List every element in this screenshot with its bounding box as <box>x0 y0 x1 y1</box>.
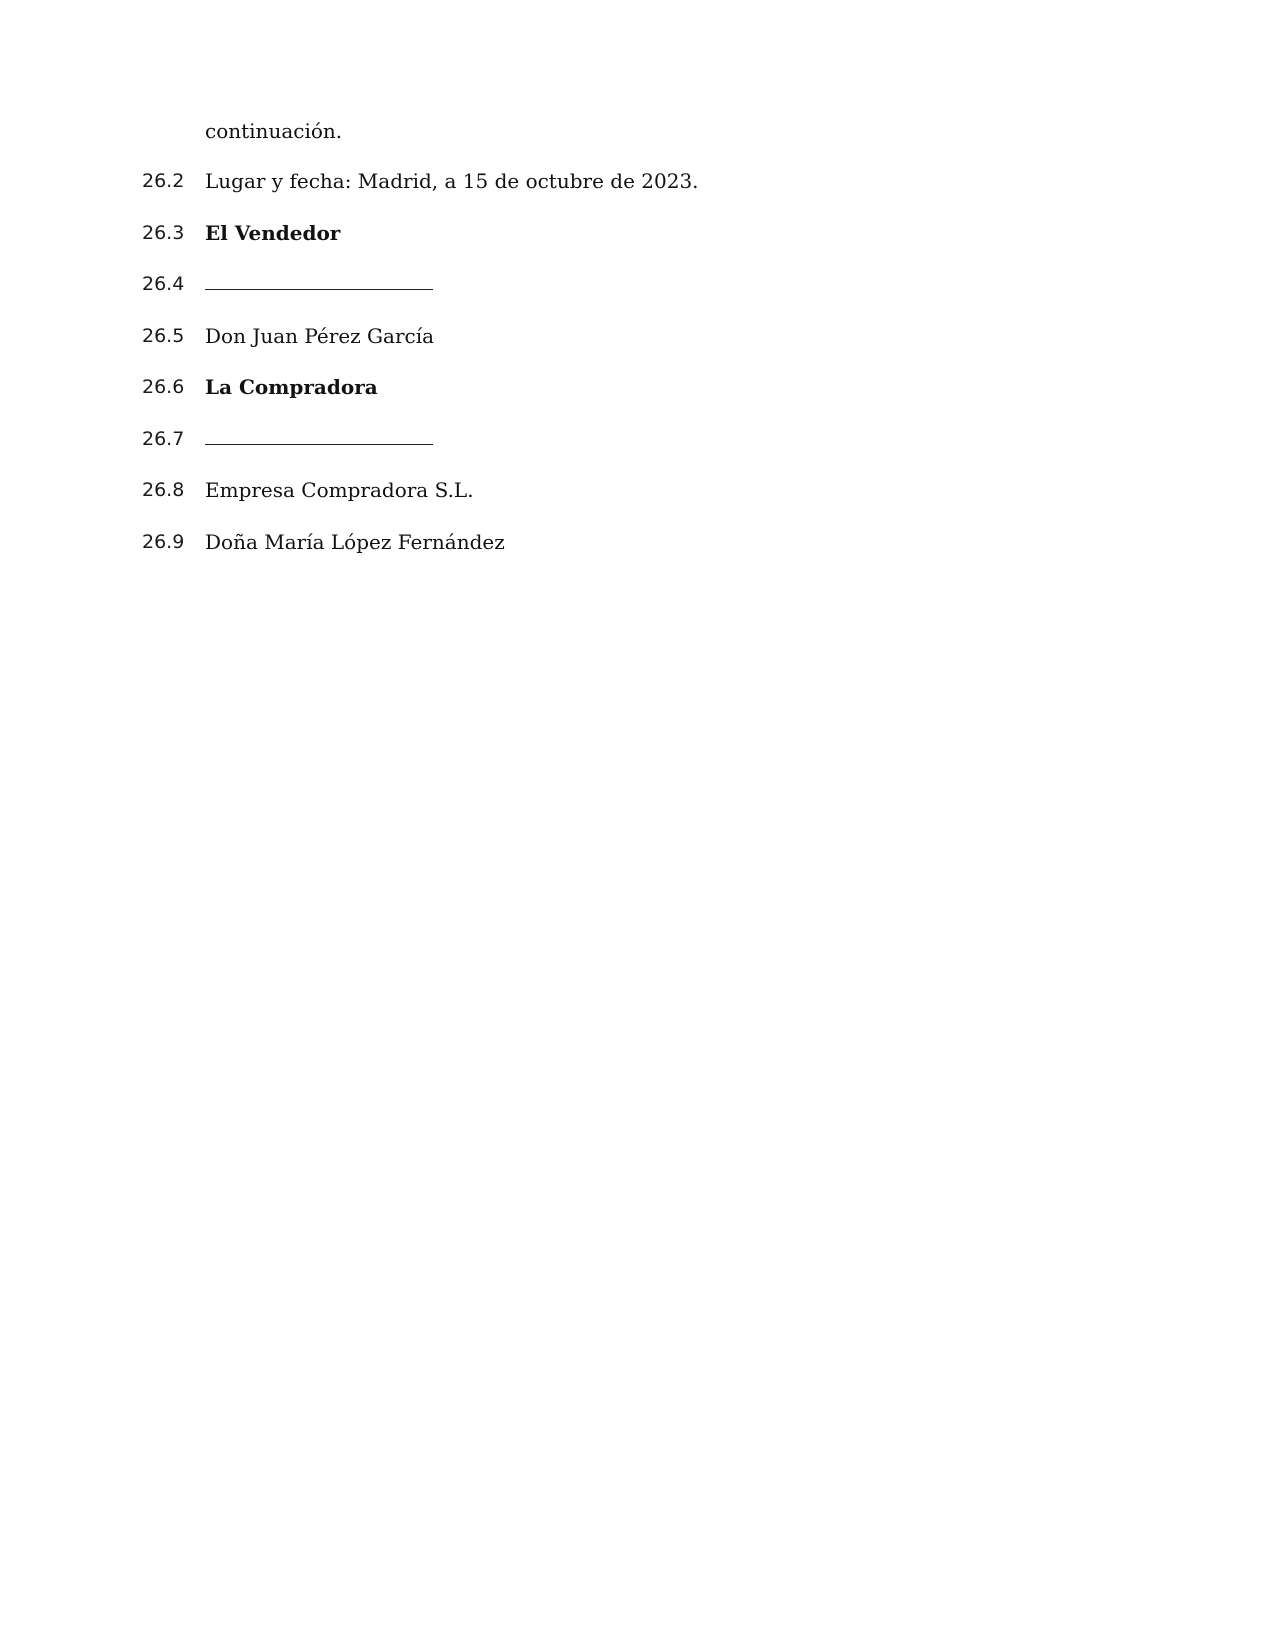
clause-number: 26.9 <box>142 530 185 553</box>
clause-number: 26.5 <box>142 324 185 347</box>
clause-item-place-date <box>142 168 1042 220</box>
continuation-text: continuación. <box>205 119 343 143</box>
seller-signature-line <box>205 289 433 290</box>
clause-number: 26.3 <box>142 221 185 244</box>
clause-number: 26.2 <box>142 170 185 192</box>
clause-item-buyer-signature <box>142 426 1042 478</box>
clause-item-seller-name <box>142 323 1042 375</box>
seller-name: Don Juan Pérez García <box>205 323 435 348</box>
buyer-company-name: Empresa Compradora S.L. <box>205 478 474 502</box>
clause-item-buyer-company <box>142 477 1042 529</box>
clause-number: 26.7 <box>142 427 185 450</box>
clause-item-seller-signature <box>142 271 1042 323</box>
clause-number: 26.4 <box>142 273 185 295</box>
buyer-heading: La Compradora <box>205 375 378 399</box>
place-date-text: Lugar y fecha: Madrid, a 15 de octubre de 2023. <box>205 169 699 193</box>
buyer-signature-line <box>205 444 433 445</box>
clause-number: 26.6 <box>142 376 185 398</box>
clause-item-buyer-representative <box>142 529 1042 581</box>
clause-list <box>142 168 1042 580</box>
buyer-representative-name: Doña María López Fernández <box>205 529 505 554</box>
clause-number: 26.8 <box>142 479 185 501</box>
clause-item-buyer-heading <box>142 374 1042 426</box>
seller-heading: El Vendedor <box>205 220 341 245</box>
clause-item-seller-heading <box>142 220 1042 272</box>
